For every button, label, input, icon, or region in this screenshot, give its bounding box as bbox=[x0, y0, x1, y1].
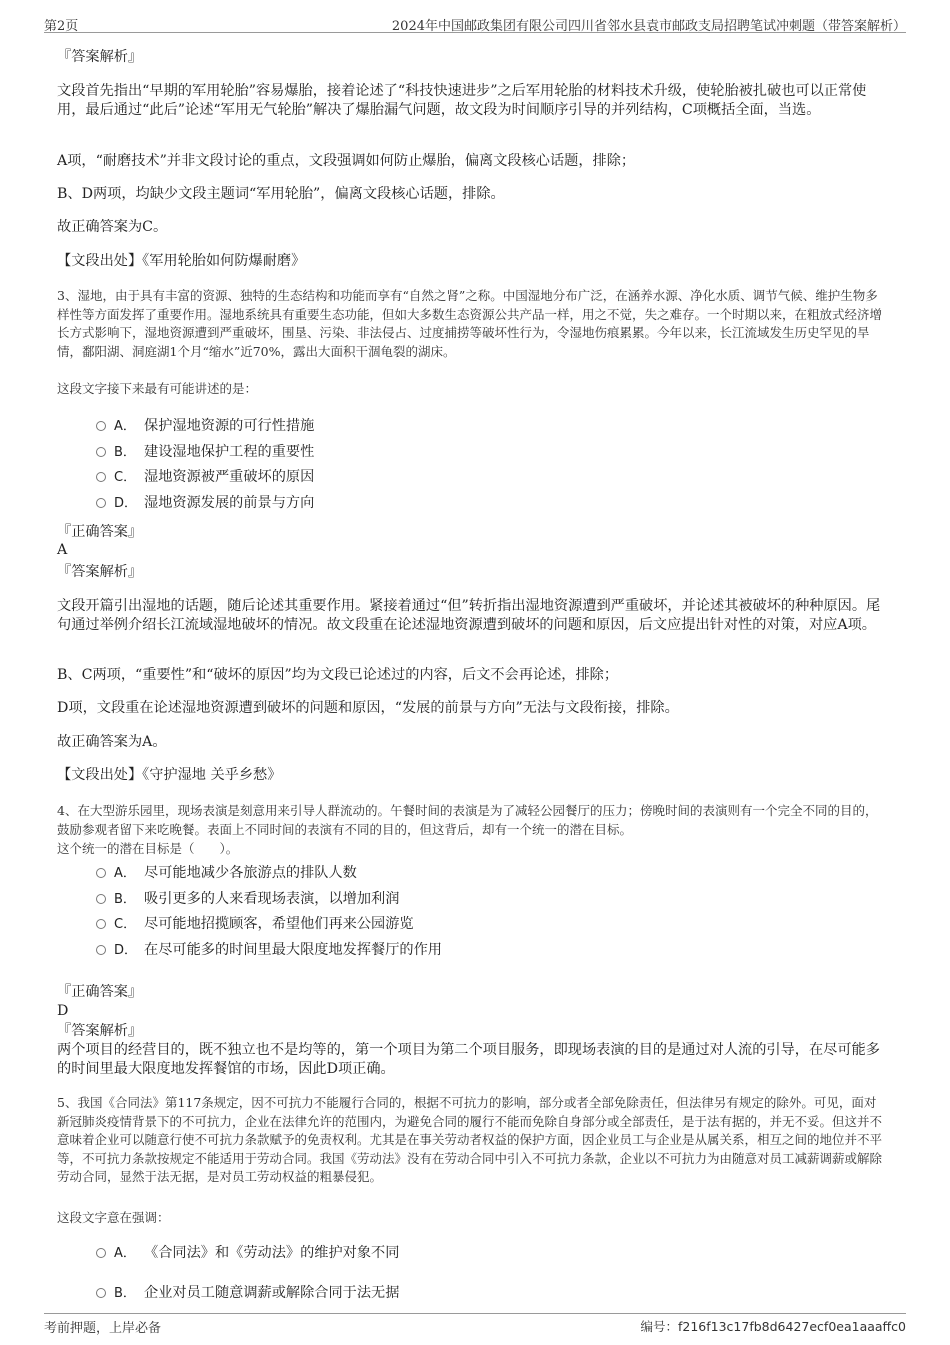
q4-prompt: 这个统一的潜在目标是（ ）。 bbox=[57, 841, 239, 856]
q4-option-d[interactable]: D． 在尽可能多的时间里最大限度地发挥餐厅的作用 bbox=[96, 940, 856, 961]
q3-option-a[interactable]: A． 保护湿地资源的可行性措施 bbox=[96, 416, 856, 437]
q5-prompt: 这段文字意在强调： bbox=[57, 1210, 170, 1225]
page-header bbox=[44, 12, 906, 33]
q3-option-b[interactable]: B． 建设湿地保护工程的重要性 bbox=[96, 442, 856, 463]
q4-analysis-p1: 两个项目的经营目的，既不独立也不是均等的，第一个项目为第二个项目服务，即现场表演的目的是通过对人流的引导，在尽可能多的时间里最大限度地发挥餐馆的市场，因此D项正确。 bbox=[57, 1042, 880, 1077]
q4-option-b[interactable]: B． 吸引更多的人来看现场表演，以增加利润 bbox=[96, 889, 856, 910]
q2-source: 【文段出处】《军用轮胎如何防爆耐磨》 bbox=[57, 253, 306, 269]
q3-option-c[interactable]: C． 湿地资源被严重破坏的原因 bbox=[96, 467, 856, 488]
q4-option-c[interactable]: C． 尽可能地招揽顾客，希望他们再来公园游览 bbox=[96, 914, 856, 935]
radio-button-icon[interactable] bbox=[96, 868, 106, 878]
q3-prompt: 这段文字接下来最有可能讲述的是： bbox=[57, 381, 258, 396]
radio-button-icon[interactable] bbox=[96, 421, 106, 431]
q3-source: 【文段出处】《守护湿地 关乎乡愁》 bbox=[57, 767, 282, 783]
q4-analysis-label: 『答案解析』 bbox=[57, 1023, 143, 1039]
radio-button-icon[interactable] bbox=[96, 1288, 106, 1298]
q4-option-a[interactable]: A． 尽可能地减少各旅游点的排队人数 bbox=[96, 863, 856, 884]
q3-option-d[interactable]: D． 湿地资源发展的前景与方向 bbox=[96, 493, 856, 514]
radio-button-icon[interactable] bbox=[96, 945, 106, 955]
q5-option-a[interactable]: A． 《合同法》和《劳动法》的维护对象不同 bbox=[96, 1243, 856, 1264]
radio-button-icon[interactable] bbox=[96, 919, 106, 929]
q3-analysis-p3: D项，文段重在论述湿地资源遭到破坏的问题和原因，“发展的前景与方向”无法与文段衔接，排除。 bbox=[57, 700, 679, 716]
q4-answer-label: 『正确答案』 bbox=[57, 984, 143, 1000]
q3-analysis-label: 『答案解析』 bbox=[57, 564, 143, 580]
q2-analysis-label: 『答案解析』 bbox=[57, 49, 143, 65]
q2-analysis-p3: B、D两项，均缺少文段主题词“军用轮胎”，偏离文段核心话题，排除。 bbox=[57, 186, 505, 202]
page-footer bbox=[44, 1313, 906, 1334]
page-number: 第2页 bbox=[44, 19, 79, 34]
document-title: 2024年中国邮政集团有限公司四川省邻水县袁市邮政支局招聘笔试冲刺题（带答案解析） bbox=[391, 19, 906, 34]
q3-stem: 3、湿地，由于具有丰富的资源、独特的生态结构和功能而享有“自然之肾”之称。中国湿地分布广泛，在涵养水源、净化水质、调节气候、维护生物多样性等方面发挥了重要作用。湿地系统具有重要生态功能，但如大多数生态资源公共产品一样，用之不觉，失之难存。一个时期以来，在粗放式经济增长方式影响下，湿地资源遭到严重破坏，围垦、污染、非法侵占、过度捕捞等破坏性行为，令湿地伤痕累累。今年以来，长江流域发生历史罕见的旱情，鄱阳湖、洞庭湖1个月“缩水”近70%，露出大面积干涸龟裂的湖床。 bbox=[57, 288, 883, 359]
q5-stem: 5、我国《合同法》第117条规定，因不可抗力不能履行合同的，根据不可抗力的影响，部分或者全部免除责任，但法律另有规定的除外。可见，面对新冠肺炎疫情背景下的不可抗力，企业在法律允许的范围内，为避免合同的履行不能而免除自身部分或全部责任，是于法有据的，并无不妥。但这并不意味着企业可以随意行使不可抗力条款赋予的免责权利。尤其是在事关劳动者权益的保护方面，因企业员工与企业是从属关系，相互之间的地位并不平等，不可抗力条款按规定不能适用于劳动合同。我国《劳动法》没有在劳动合同中引入不可抗力条款，企业以不可抗力为由随意对员工减薪调薪或解除劳动合同，显然于法无据，是对员工劳动权益的粗暴侵犯。 bbox=[57, 1095, 883, 1184]
q5-option-b[interactable]: B． 企业对员工随意调薪或解除合同于法无据 bbox=[96, 1283, 856, 1304]
q3-analysis-p4: 故正确答案为A。 bbox=[57, 734, 167, 750]
q3-analysis-p2: B、C两项，“重要性”和“破坏的原因”均为文段已论述过的内容，后文不会再论述，排除； bbox=[57, 667, 619, 683]
q2-analysis-p2: A项，“耐磨技术”并非文段讨论的重点，文段强调如何防止爆胎，偏离文段核心话题，排除； bbox=[57, 153, 636, 169]
q3-analysis-p1: 文段开篇引出湿地的话题，随后论述其重要作用。紧接着通过“但”转折指出湿地资源遭到严重破坏，并论述其被破坏的种种原因。尾句通过举例介绍长江流域湿地破坏的情况。故文段重在论述湿地资源遭到破坏的问题和原因，后文应提出针对性的对策，对应A项。 bbox=[57, 598, 881, 633]
radio-button-icon[interactable] bbox=[96, 1248, 106, 1258]
q3-answer-label: 『正确答案』 bbox=[57, 524, 143, 540]
q2-analysis-p1: 文段首先指出“早期的军用轮胎”容易爆胎，接着论述了“科技快速进步”之后军用轮胎的材料技术升级，使轮胎被扎破也可以正常使用，最后通过“此后”论述“军用无气轮胎”解决了爆胎漏气问题，故文段为时间顺序引导的并列结构，C项概括全面，当选。 bbox=[57, 83, 867, 118]
radio-button-icon[interactable] bbox=[96, 498, 106, 508]
document-id: 编号：f216f13c17fb8d6427ecf0ea1aaaffc0 bbox=[640, 1319, 906, 1334]
q4-stem: 4、在大型游乐园里，现场表演是刻意用来引导人群流动的。午餐时间的表演是为了减轻公园餐厅的压力；傍晚时间的表演则有一个完全不同的目的，鼓励参观者留下来吃晚餐。表面上不同时间的表演有不同的目的，但这背后，却有一个统一的潜在目标。 bbox=[57, 803, 878, 837]
radio-button-icon[interactable] bbox=[96, 472, 106, 482]
q2-analysis-p4: 故正确答案为C。 bbox=[57, 219, 168, 235]
q4-answer: D bbox=[57, 1003, 69, 1019]
q3-answer: A bbox=[57, 542, 68, 558]
radio-button-icon[interactable] bbox=[96, 447, 106, 457]
footer-slogan: 考前押题，上岸必备 bbox=[44, 1321, 162, 1336]
radio-button-icon[interactable] bbox=[96, 894, 106, 904]
